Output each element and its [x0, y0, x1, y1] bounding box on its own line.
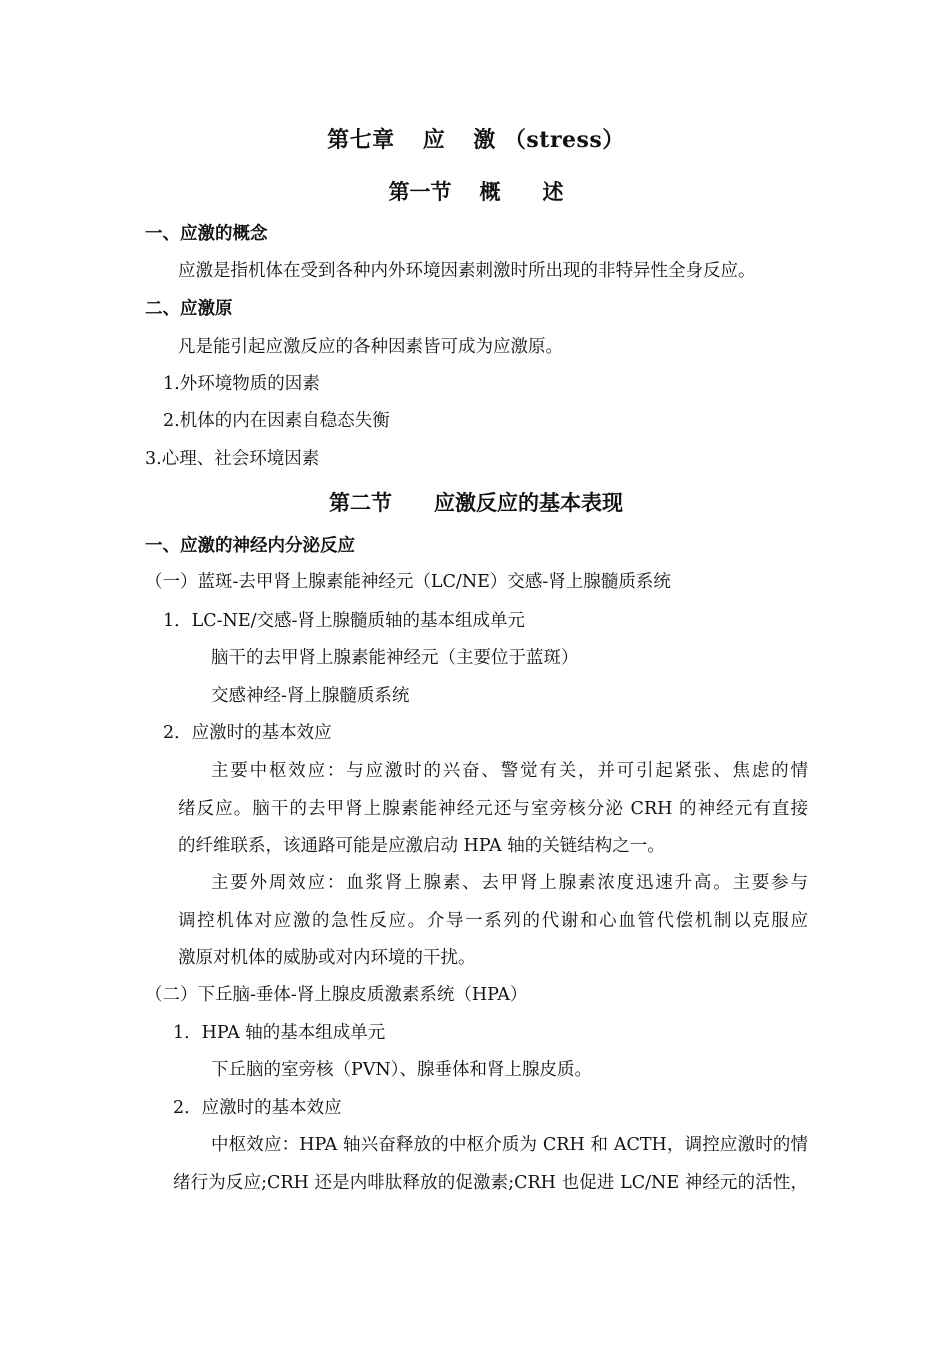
section-1-title	[0, 180, 952, 204]
chapter-title	[0, 128, 952, 152]
list-item: 2．应激时的基本效应	[163, 723, 332, 743]
subheading-hpa-system: （二）下丘脑-垂体-肾上腺皮质激素系统（HPA）	[145, 985, 528, 1005]
section-1-label: 第一节	[388, 179, 452, 204]
chapter-word-1: 应	[422, 127, 446, 153]
paragraph-line: 调控机体对应激的急性反应。介导一系列的代谢和心血管代偿机制以克服应	[178, 911, 808, 931]
list-item: 3.心理、社会环境因素	[145, 449, 320, 469]
section-2-title	[0, 491, 952, 515]
paragraph-line: 主要外周效应：血浆肾上腺素、去甲肾上腺素浓度迅速升高。主要参与	[211, 873, 808, 893]
text-line: 下丘脑的室旁核（PVN）、腺垂体和肾上腺皮质。	[211, 1060, 592, 1080]
chapter-word-2: 激	[473, 127, 496, 153]
list-item: 2．应激时的基本效应	[173, 1098, 342, 1118]
paragraph-stress-definition: 应激是指机体在受到各种内外环境因素刺激时所出现的非特异性全身反应。	[178, 261, 756, 281]
chapter-number: 第七章	[327, 127, 395, 153]
section-2-heading: 应激反应的基本表现	[434, 490, 623, 515]
paragraph-line: 主要中枢效应：与应激时的兴奋、警觉有关，并可引起紧张、焦虑的情	[211, 761, 808, 781]
paragraph-line: 中枢效应：HPA 轴兴奋释放的中枢介质为 CRH 和 ACTH，调控应激时的情	[211, 1135, 808, 1155]
paragraph-line: 绪反应。脑干的去甲肾上腺素能神经元还与室旁核分泌 CRH 的神经元有直接	[178, 799, 808, 819]
text-line: 交感神经-肾上腺髓质系统	[211, 686, 410, 706]
list-item: 1．LC-NE/交感-肾上腺髓质轴的基本组成单元	[163, 611, 525, 631]
section-1-word-2: 述	[542, 179, 564, 204]
heading-stress-concept: 一、应激的概念	[145, 224, 268, 244]
section-2-label: 第二节	[329, 490, 392, 515]
paragraph-line: 绪行为反应;CRH 还是内啡肽释放的促激素;CRH 也促进 LC/NE 神经元的活性，	[173, 1173, 808, 1193]
paragraph-line: 激原对机体的威胁或对内环境的干扰。	[178, 948, 476, 968]
list-item: 2.机体的内在因素自稳态失衡	[163, 411, 390, 431]
subheading-lc-ne-system: （一）蓝斑-去甲肾上腺素能神经元（LC/NE）交感-肾上腺髓质系统	[145, 572, 671, 592]
list-item: 1．HPA 轴的基本组成单元	[173, 1023, 386, 1043]
heading-stressor: 二、应激原	[145, 299, 233, 319]
paragraph-stressor-definition: 凡是能引起应激反应的各种因素皆可成为应激原。	[178, 337, 563, 357]
paragraph-line: 的纤维联系，该通路可能是应激启动 HPA 轴的关链结构之一。	[178, 836, 665, 856]
chapter-english: （stress）	[503, 127, 625, 153]
heading-neuroendocrine: 一、应激的神经内分泌反应	[145, 536, 355, 556]
text-line: 脑干的去甲肾上腺素能神经元（主要位于蓝斑）	[211, 648, 579, 668]
section-1-word-1: 概	[479, 179, 501, 204]
list-item: 1.外环境物质的因素	[163, 374, 320, 394]
